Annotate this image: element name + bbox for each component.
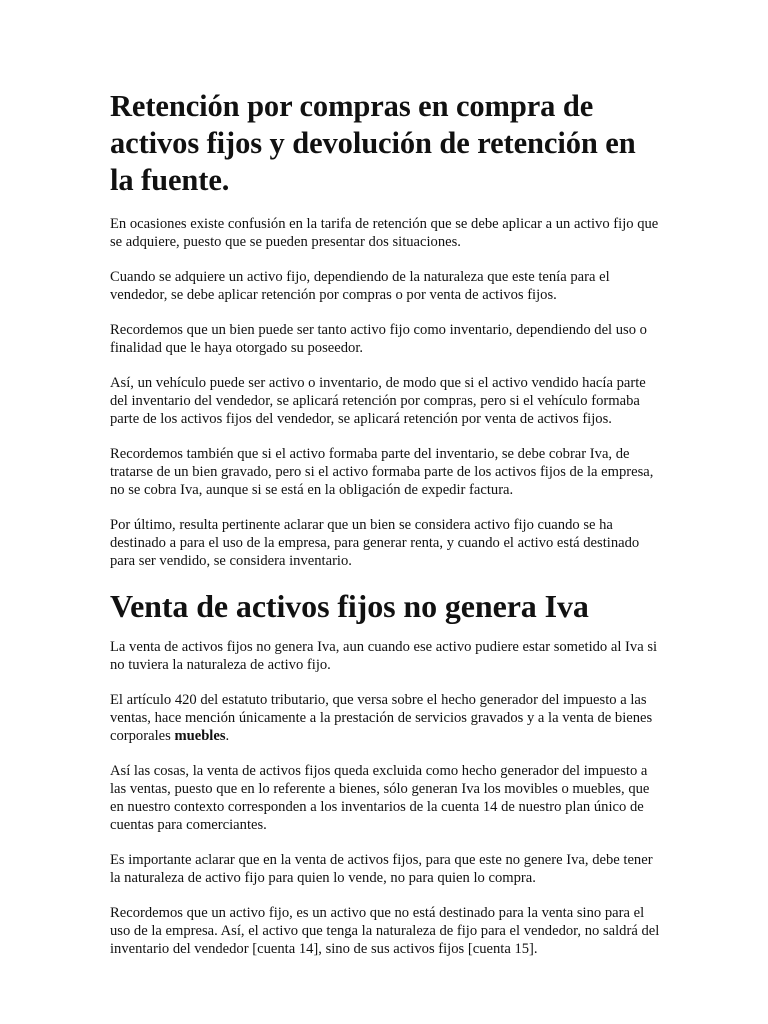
article-title: Retención por compras en compra de activos fijos y devolución de retención en la fuente. xyxy=(110,89,636,197)
intro-paragraph-1: En ocasiones existe confusión en la tarifa de retención que se debe aplicar a un activo fijo que se adquiere, puesto que se pueden presentar dos situaciones. xyxy=(110,216,659,250)
bold-term-muebles: muebles xyxy=(174,728,226,744)
section-paragraph-1: La venta de activos fijos no genera Iva, aun cuando ese activo pudiere estar sometido al Iva si no tuviera la naturaleza de activo fijo. xyxy=(110,639,658,673)
intro-paragraph-5: Recordemos también que si el activo formaba parte del inventario, se debe cobrar Iva, de tratarse de un bien gravado, pero si el activo formaba parte de los activos fijos de la empresa, no se cobra Iva, aunque si se está en la obligación de expedir factura. xyxy=(110,446,654,498)
section-paragraph-4: Es importante aclarar que en la venta de activos fijos, para que este no genere Iva, debe tener la naturaleza de activo fijo para quien lo vende, no para quien lo compra. xyxy=(110,852,653,886)
section-paragraph-5: Recordemos que un activo fijo, es un activo que no está destinado para la venta sino para el uso de la empresa. Así, el activo que tenga la naturaleza de fijo para el vendedor, no saldrá del inventario del vendedor [cuenta 14], sino de sus activos fijos [cuenta 15]. xyxy=(110,905,660,957)
intro-paragraph-3: Recordemos que un bien puede ser tanto activo fijo como inventario, dependiendo del uso o finalidad que le haya otorgado su poseedor. xyxy=(110,322,647,356)
intro-paragraph-6: Por último, resulta pertinente aclarar que un bien se considera activo fijo cuando se ha destinado a para el uso de la empresa, para generar renta, y cuando el activo está destinado para ser vendido, se considera inventario. xyxy=(110,517,640,569)
document-page xyxy=(110,88,665,975)
intro-paragraph-4: Así, un vehículo puede ser activo o inventario, de modo que si el activo vendido hacía parte del inventario del vendedor, se aplicará retención por compras, pero si el vehículo formaba parte de los activos fijos del vendedor, se aplicará retención por venta de activos fijos. xyxy=(110,375,646,427)
section-paragraph-2 xyxy=(110,691,665,745)
section-paragraph-2-end: . xyxy=(225,728,230,744)
section-paragraph-3: Así las cosas, la venta de activos fijos queda excluida como hecho generador del impuesto a las ventas, puesto que en lo referente a bienes, sólo generan Iva los movibles o muebles, que en nuestro contexto corresponden a los inventarios de la cuenta 14 de nuestro plan único de cuentas para comerciantes. xyxy=(110,763,650,833)
section-heading: Venta de activos fijos no genera Iva xyxy=(110,588,589,624)
section-paragraph-2-text: El artículo 420 del estatuto tributario, que versa sobre el hecho generador del impuesto a las ventas, hace mención únicamente a la prestación de servicios gravados y a la venta de bienes corporales xyxy=(110,692,653,744)
intro-paragraph-2: Cuando se adquiere un activo fijo, dependiendo de la naturaleza que este tenía para el vendedor, se debe aplicar retención por compras o por venta de activos fijos. xyxy=(110,269,610,303)
